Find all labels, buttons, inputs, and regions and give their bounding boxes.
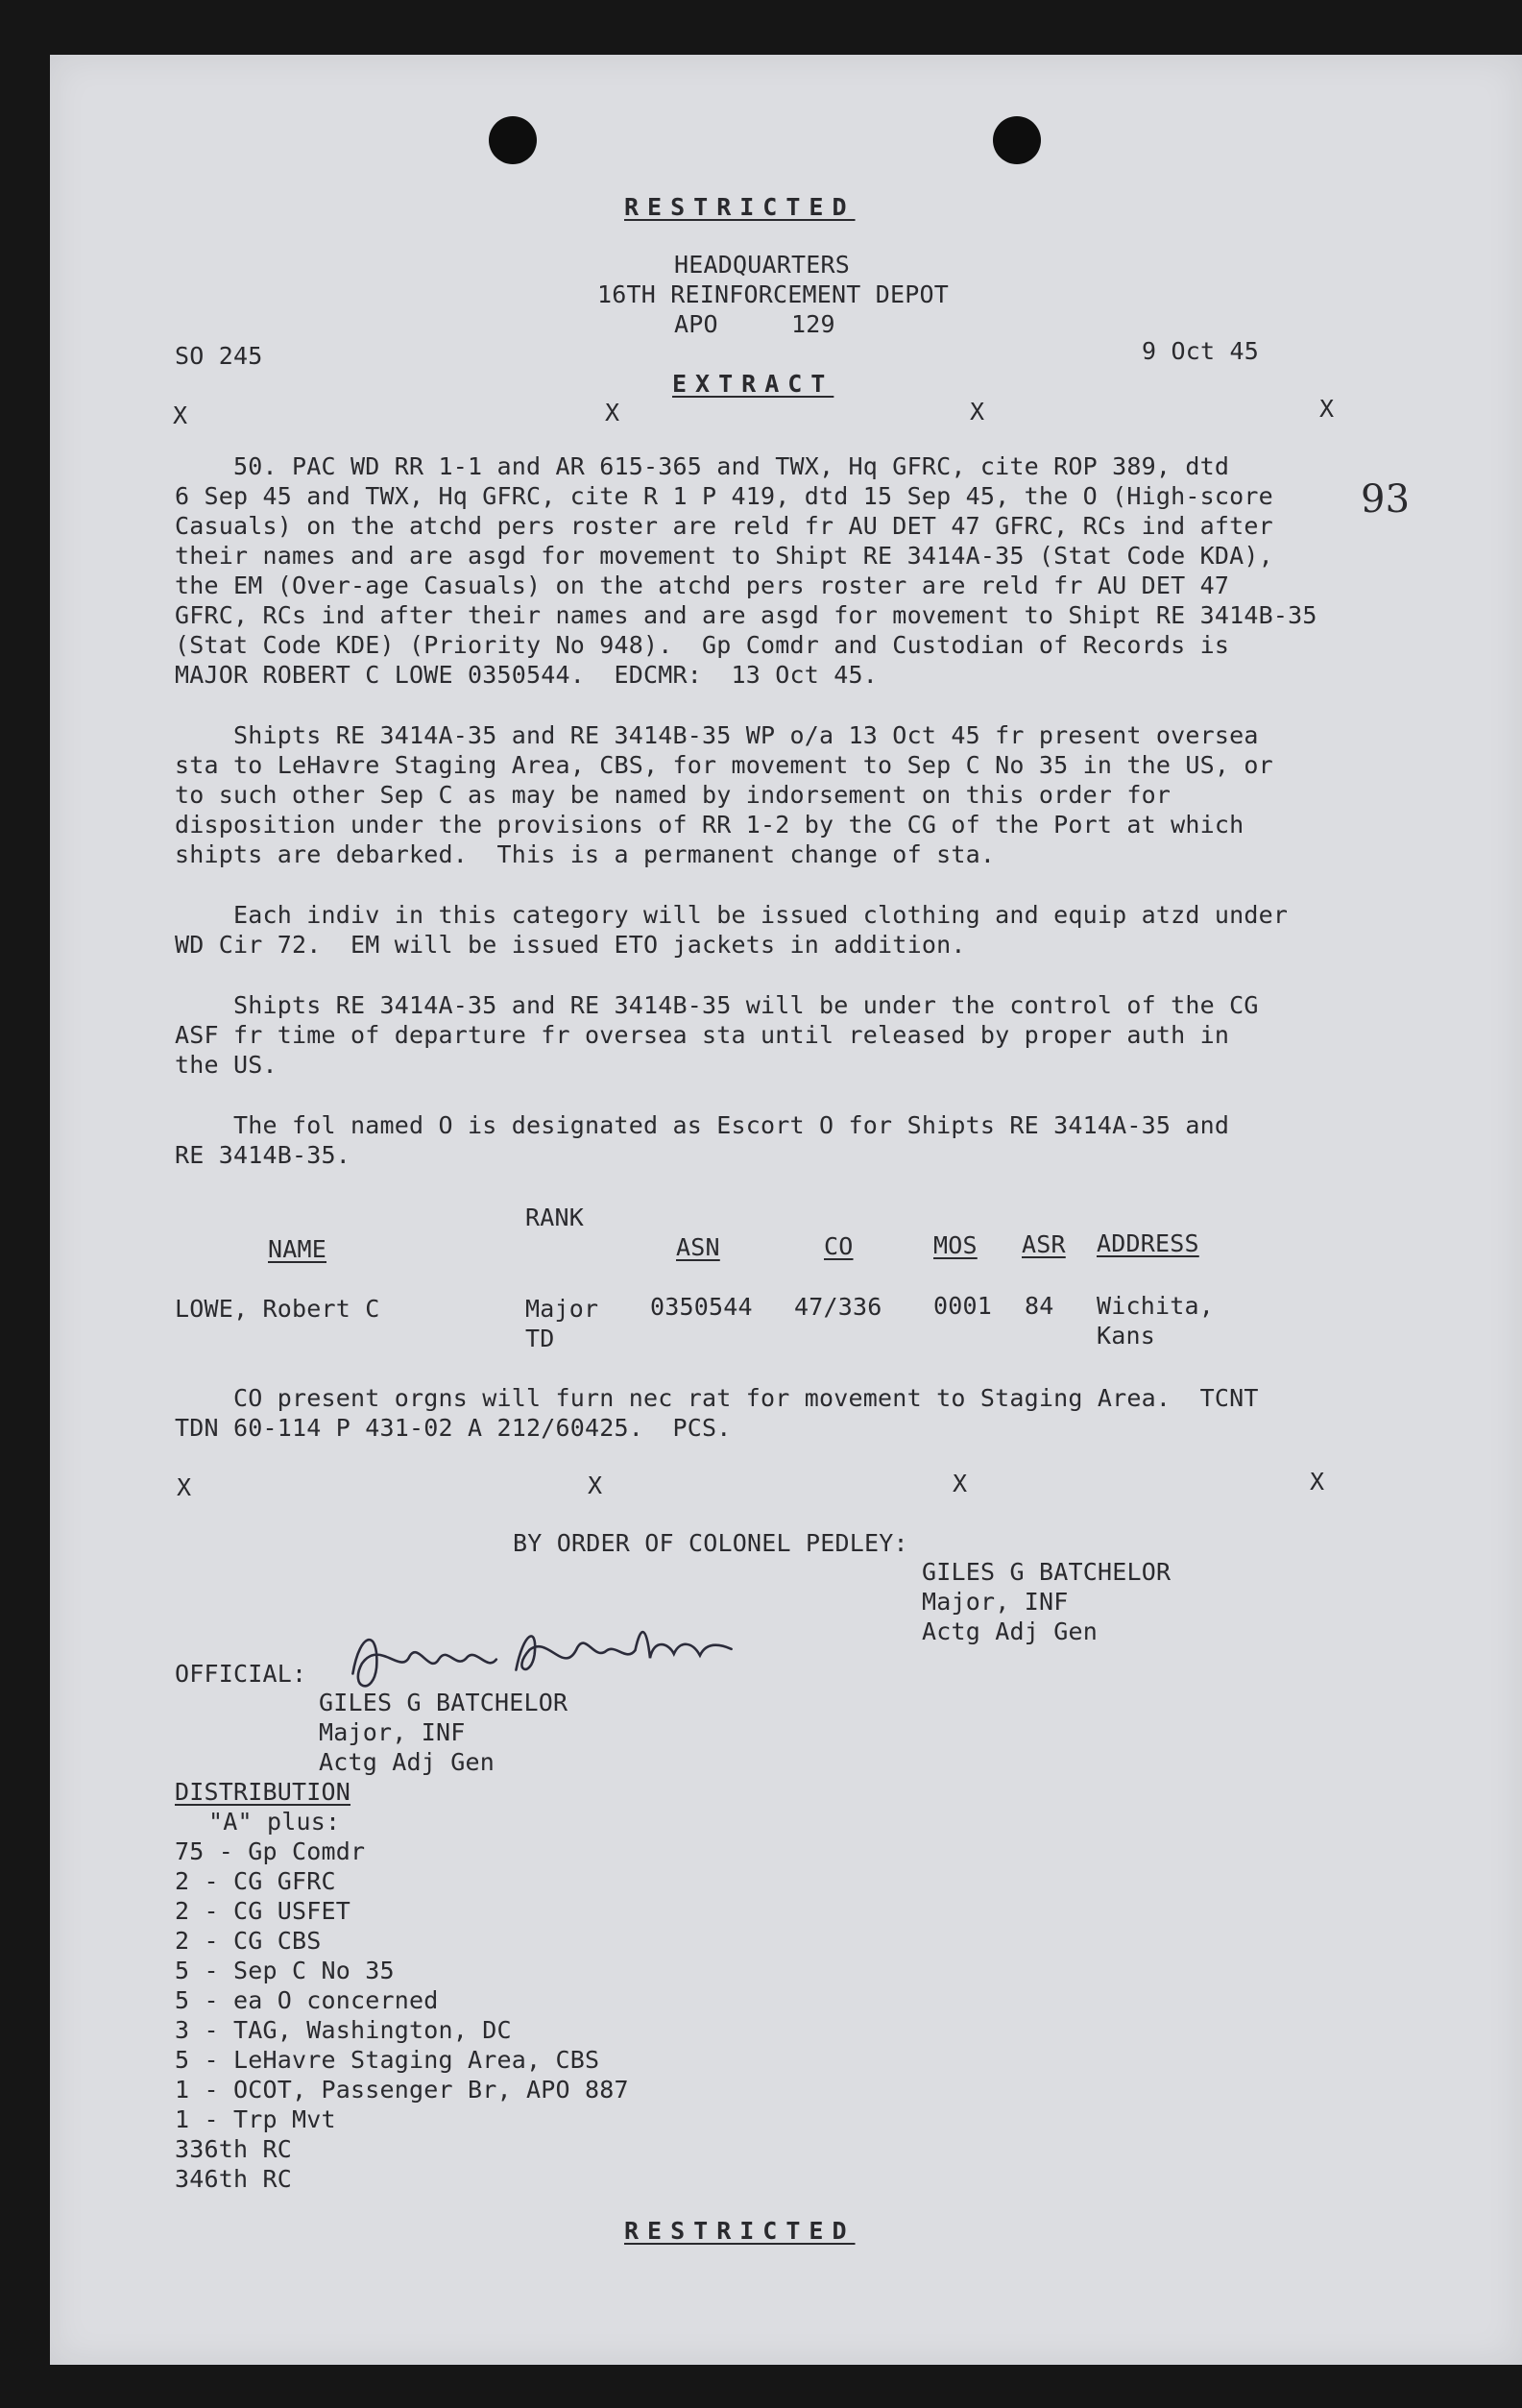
text-line: TDN 60-114 P 431-02 A 212/60425. PCS. (175, 1414, 732, 1442)
classification-bottom: RESTRICTED (624, 2217, 856, 2245)
signer-title: Actg Adj Gen (922, 1617, 1099, 1645)
text-line: Shipts RE 3414A-35 and RE 3414B-35 will be under the control of the CG (175, 991, 1259, 1019)
text-line: 6 Sep 45 and TWX, Hq GFRC, cite R 1 P 419, dtd 15 Sep 45, the O (High-score (175, 482, 1273, 510)
official-label: OFFICIAL: (175, 1660, 307, 1688)
text-line: the EM (Over-age Casuals) on the atchd pers roster are reld fr AU DET 47 (175, 572, 1230, 599)
cell-rank: Major (525, 1295, 599, 1323)
distribution-line: 3 - TAG, Washington, DC (175, 2016, 512, 2044)
extract-heading: EXTRACT (672, 370, 834, 398)
text-line: shipts are debarked. This is a permanent change of sta. (175, 840, 996, 868)
cell-asr: 84 (1025, 1292, 1054, 1320)
hq-line: HEADQUARTERS (674, 251, 851, 279)
document-page (50, 55, 1522, 2365)
header-rank: RANK (525, 1204, 585, 1231)
distribution-line: 75 - Gp Comdr (175, 1837, 366, 1865)
signer-name: GILES G BATCHELOR (922, 1558, 1172, 1586)
distribution-heading: DISTRIBUTION (175, 1778, 351, 1806)
text-line: (Stat Code KDE) (Priority No 948). Gp Comdr and Custodian of Records is (175, 631, 1230, 659)
distribution-line: 2 - CG GFRC (175, 1867, 336, 1895)
text-line: the US. (175, 1051, 278, 1079)
text-line: to such other Sep C as may be named by indorsement on this order for (175, 781, 1172, 809)
official-rank: Major, INF (319, 1718, 466, 1746)
text-line: RE 3414B-35. (175, 1141, 351, 1169)
cell-name: LOWE, Robert C (175, 1295, 380, 1323)
text-line: Shipts RE 3414A-35 and RE 3414B-35 WP o/a 13 Oct 45 fr present oversea (175, 721, 1259, 749)
header-asn: ASN (676, 1233, 720, 1261)
distribution-line: 5 - Sep C No 35 (175, 1957, 395, 1984)
separator-mark: X (1319, 395, 1335, 423)
punch-hole (489, 116, 537, 164)
text-line: Each indiv in this category will be issued clothing and equip atzd under (175, 901, 1289, 929)
order-date: 9 Oct 45 (1142, 337, 1260, 365)
separator-mark: X (588, 1472, 603, 1499)
apo-line: APO 129 (674, 310, 835, 338)
signer-rank: Major, INF (922, 1588, 1069, 1616)
text-line: WD Cir 72. EM will be issued ETO jackets in addition. (175, 931, 966, 959)
text-line: The fol named O is designated as Escort O for Shipts RE 3414A-35 and (175, 1111, 1230, 1139)
distribution-line: 2 - CG USFET (175, 1897, 351, 1925)
text-line: CO present orgns will furn nec rat for movement to Staging Area. TCNT (175, 1384, 1259, 1412)
cell-address: Kans (1097, 1322, 1156, 1350)
cell-asn: 0350544 (650, 1293, 753, 1321)
distribution-line: 2 - CG CBS (175, 1927, 322, 1955)
classification-top: RESTRICTED (624, 193, 856, 221)
distribution-line: 336th RC (175, 2135, 293, 2163)
distribution-line: 5 - LeHavre Staging Area, CBS (175, 2046, 600, 2074)
separator-mark: X (1310, 1468, 1325, 1496)
text-line: disposition under the provisions of RR 1-2 by the CG of the Port at which (175, 811, 1244, 839)
cell-mos: 0001 (933, 1292, 993, 1320)
header-name: NAME (268, 1235, 327, 1263)
header-co: CO (824, 1232, 854, 1260)
official-name: GILES G BATCHELOR (319, 1689, 568, 1716)
distribution-line: 346th RC (175, 2165, 293, 2193)
page-number: 93 (1361, 477, 1411, 522)
distribution-line: 1 - OCOT, Passenger Br, APO 887 (175, 2076, 629, 2104)
cell-address: Wichita, (1097, 1292, 1215, 1320)
header-asr: ASR (1022, 1230, 1066, 1258)
order-number: SO 245 (175, 342, 263, 370)
separator-mark: X (177, 1473, 192, 1501)
separator-mark: X (970, 398, 985, 426)
official-title: Actg Adj Gen (319, 1748, 495, 1776)
distribution-line: 5 - ea O concerned (175, 1986, 439, 2014)
text-line: 50. PAC WD RR 1-1 and AR 615-365 and TWX, Hq GFRC, cite ROP 389, dtd (175, 452, 1230, 480)
header-mos: MOS (933, 1231, 978, 1259)
text-line: GFRC, RCs ind after their names and are asgd for movement to Shipt RE 3414B-35 (175, 601, 1317, 629)
text-line: MAJOR ROBERT C LOWE 0350544. EDCMR: 13 Oct 45. (175, 661, 879, 689)
separator-mark: X (173, 401, 188, 429)
by-order-line: BY ORDER OF COLONEL PEDLEY: (513, 1529, 908, 1557)
text-line: their names and are asgd for movement to Shipt RE 3414A-35 (Stat Code KDA), (175, 542, 1273, 570)
punch-hole (993, 116, 1041, 164)
cell-co: 47/336 (794, 1293, 882, 1321)
cell-br: TD (525, 1325, 555, 1352)
text-line: Casuals) on the atchd pers roster are reld fr AU DET 47 GFRC, RCs ind after (175, 512, 1273, 540)
unit-line: 16TH REINFORCEMENT DEPOT (597, 280, 950, 308)
distribution-line: "A" plus: (208, 1808, 341, 1836)
text-line: sta to LeHavre Staging Area, CBS, for movement to Sep C No 35 in the US, or (175, 751, 1273, 779)
separator-mark: X (605, 399, 620, 426)
separator-mark: X (953, 1470, 968, 1497)
header-address: ADDRESS (1097, 1229, 1199, 1257)
distribution-line: 1 - Trp Mvt (175, 2105, 336, 2133)
text-line: ASF fr time of departure fr oversea sta until released by proper auth in (175, 1021, 1230, 1049)
